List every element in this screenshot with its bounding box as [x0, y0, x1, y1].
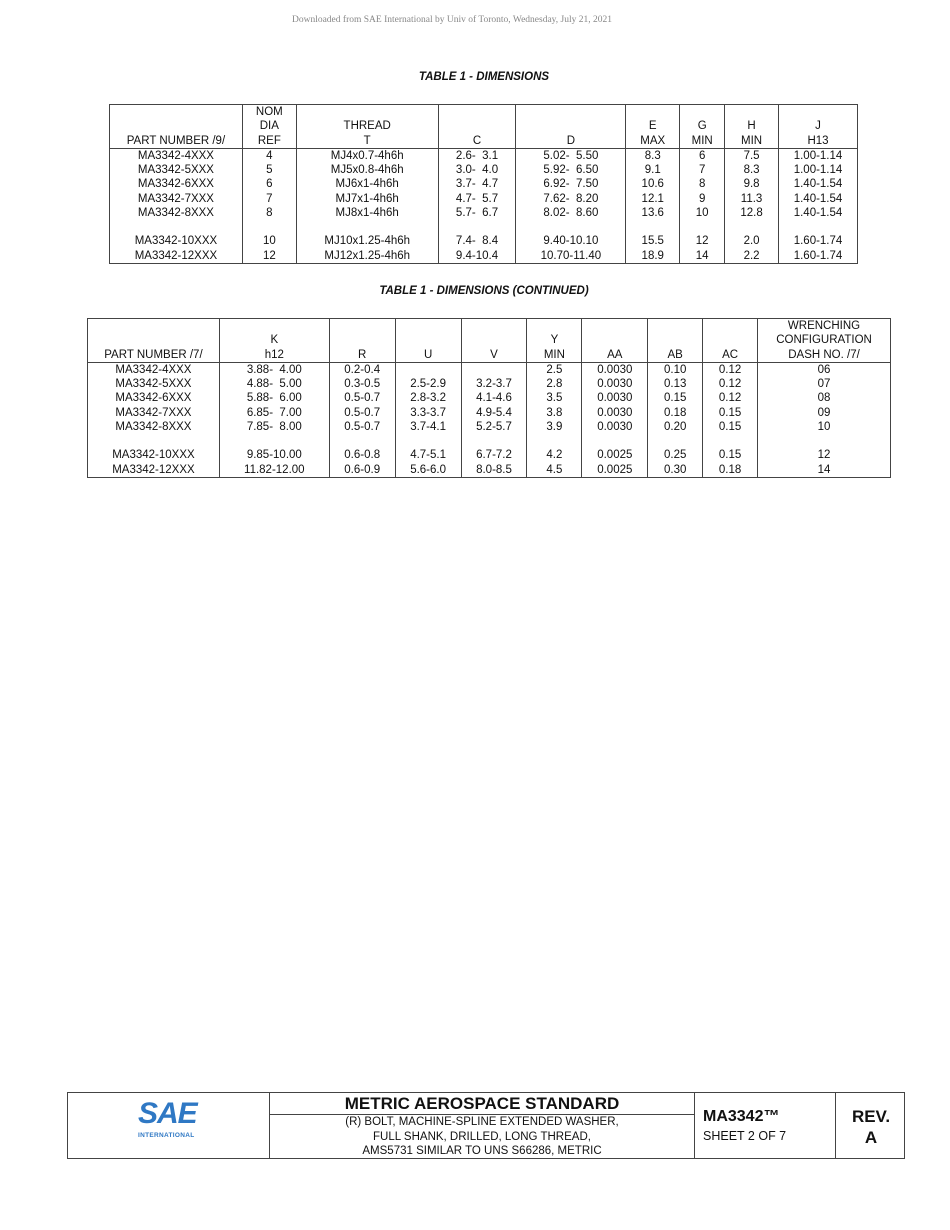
sae-logo	[138, 1097, 202, 1144]
table-cell: 4	[242, 148, 296, 163]
table-cell: 3.3-3.7	[395, 406, 461, 420]
header-line	[464, 333, 525, 347]
table-cell: 1.40-1.54	[779, 177, 858, 191]
table-cell: 7.85- 8.00	[219, 420, 329, 434]
table-cell: 3.8	[527, 406, 582, 420]
table-cell: 0.30	[648, 463, 703, 478]
header-line	[650, 319, 700, 333]
table-cell: 4.2	[527, 448, 582, 462]
table-cell: 3.9	[527, 420, 582, 434]
header-line: PART NUMBER /9/	[126, 134, 226, 147]
table-cell: 7.5	[725, 148, 779, 163]
table2-caption: TABLE 1 - DIMENSIONS (CONTINUED)	[379, 285, 589, 297]
table-cell: 7.62- 8.20	[516, 192, 626, 206]
table-cell: 12.8	[725, 206, 779, 220]
table-cell: 3.2-3.7	[461, 377, 527, 391]
table-cell: 9.8	[725, 177, 779, 191]
document-number: MA3342™	[703, 1108, 780, 1125]
table-cell: MA3342-6XXX	[88, 391, 220, 405]
table-cell: 4.88- 5.00	[219, 377, 329, 391]
header-line: CONFIGURATION	[776, 334, 872, 347]
header-line	[584, 333, 645, 347]
table-cell: MJ5x0.8-4h6h	[296, 163, 438, 177]
table-row	[88, 377, 891, 391]
header-line: MAX	[640, 134, 666, 147]
sae-logo-text: SAE	[138, 1097, 197, 1130]
table-cell: 9.40-10.10	[516, 234, 626, 248]
table-cell: 0.0025	[582, 448, 648, 462]
description-line: FULL SHANK, DRILLED, LONG THREAD,	[373, 1130, 591, 1143]
table-cell: 0.18	[648, 406, 703, 420]
table-cell: 07	[758, 377, 891, 391]
table-cell: 9.4-10.4	[438, 249, 516, 264]
table-cell: MA3342-12XXX	[110, 249, 243, 264]
logo-cell	[68, 1093, 270, 1158]
table-row	[110, 163, 858, 177]
header-line	[727, 105, 776, 119]
table-cell: 6	[242, 177, 296, 191]
table-cell	[461, 362, 527, 377]
table-cell: 8	[242, 206, 296, 220]
table-row	[110, 192, 858, 206]
table-cell: MJ7x1-4h6h	[296, 192, 438, 206]
table2-header	[395, 319, 461, 363]
table-cell: 0.25	[648, 448, 703, 462]
table-row	[88, 391, 891, 405]
header-line	[332, 333, 393, 347]
table-cell: 2.2	[725, 249, 779, 264]
table-cell: 3.5	[527, 391, 582, 405]
header-line: V	[490, 348, 498, 361]
table1-header	[516, 105, 626, 149]
table1-header	[626, 105, 680, 149]
table-cell: MJ6x1-4h6h	[296, 177, 438, 191]
table-cell: MA3342-8XXX	[110, 206, 243, 220]
table-cell: MJ8x1-4h6h	[296, 206, 438, 220]
table-cell: 7.4- 8.4	[438, 234, 516, 248]
header-line	[682, 105, 722, 119]
header-line	[628, 105, 677, 119]
dimensions-continued-table	[87, 318, 891, 478]
table1-header	[242, 105, 296, 149]
table-cell: MA3342-5XXX	[88, 377, 220, 391]
table-cell: 1.40-1.54	[779, 192, 858, 206]
header-line: NOM	[255, 106, 283, 118]
table-cell: 0.10	[648, 362, 703, 377]
table-cell: 12	[242, 249, 296, 264]
table-cell: 14	[758, 463, 891, 478]
standard-description	[270, 1115, 694, 1159]
header-line: H13	[807, 134, 829, 147]
table-cell: MA3342-4XXX	[110, 148, 243, 163]
table-cell: 14	[680, 249, 725, 264]
table-cell	[395, 362, 461, 377]
header-line: h12	[264, 348, 284, 361]
table2-header	[527, 319, 582, 363]
table-cell: 10	[758, 420, 891, 434]
header-line	[781, 105, 855, 119]
table-cell: 0.0030	[582, 377, 648, 391]
table-cell: 18.9	[626, 249, 680, 264]
table-cell: 9.1	[626, 163, 680, 177]
header-line	[441, 105, 514, 119]
table-cell: 0.18	[703, 463, 758, 478]
sheet-number: SHEET 2 OF 7	[703, 1129, 787, 1143]
table2-header	[648, 319, 703, 363]
table-cell: 12	[680, 234, 725, 248]
table-cell: 4.5	[527, 463, 582, 478]
table-cell: 8.3	[725, 163, 779, 177]
header-line: PART NUMBER /7/	[104, 348, 203, 361]
table-cell: 3.88- 4.00	[219, 362, 329, 377]
revision-value: A	[864, 1128, 878, 1147]
table-row	[110, 206, 858, 220]
table-cell: 1.00-1.14	[779, 148, 858, 163]
spacer-row	[110, 220, 858, 234]
table-cell: 0.6-0.9	[329, 463, 395, 478]
table-cell: 5.7- 6.7	[438, 206, 516, 220]
table2-header	[219, 319, 329, 363]
table-cell: 12	[758, 448, 891, 462]
header-line: R	[358, 348, 367, 361]
table1-header	[110, 105, 243, 149]
table-cell: 9.85-10.00	[219, 448, 329, 462]
table-cell: 6.92- 7.50	[516, 177, 626, 191]
table-cell: 11.3	[725, 192, 779, 206]
title-block	[67, 1092, 905, 1159]
description-line: (R) BOLT, MACHINE-SPLINE EXTENDED WASHER,	[345, 1116, 619, 1128]
table-cell: 0.0030	[582, 420, 648, 434]
table-cell: 5.6-6.0	[395, 463, 461, 478]
table-cell: 08	[758, 391, 891, 405]
table-cell: 8.0-8.5	[461, 463, 527, 478]
table-cell: MA3342-10XXX	[88, 448, 220, 462]
table-row	[110, 177, 858, 191]
table1-header	[779, 105, 858, 149]
table-cell: MA3342-7XXX	[110, 192, 243, 206]
table-cell: 7	[680, 163, 725, 177]
table-cell: 5.88- 6.00	[219, 391, 329, 405]
table-cell: 10.70-11.40	[516, 249, 626, 264]
table-cell: 0.5-0.7	[329, 420, 395, 434]
table-cell: 0.15	[703, 406, 758, 420]
table2-header	[703, 319, 758, 363]
header-line: THREAD	[343, 120, 391, 133]
header-line: D	[566, 134, 576, 147]
table1-header	[680, 105, 725, 149]
table-cell: 0.15	[648, 391, 703, 405]
header-line: DASH NO. /7/	[788, 348, 860, 361]
table1-header	[438, 105, 516, 149]
table-cell: 0.13	[648, 377, 703, 391]
table1-header	[296, 105, 438, 149]
table-cell: 6	[680, 148, 725, 163]
table-cell: 10	[242, 234, 296, 248]
table-cell: 2.6- 3.1	[438, 148, 516, 163]
table-row	[88, 406, 891, 420]
table-cell: 0.5-0.7	[329, 406, 395, 420]
header-line: C	[472, 134, 482, 147]
download-watermark: Downloaded from SAE International by Univ of Toronto, Wednesday, July 21, 2021	[291, 15, 613, 25]
header-line: MIN	[691, 134, 713, 147]
table-cell: 0.20	[648, 420, 703, 434]
table-cell: 2.5-2.9	[395, 377, 461, 391]
table-cell: MJ4x0.7-4h6h	[296, 148, 438, 163]
table-cell: MA3342-5XXX	[110, 163, 243, 177]
table-cell: 3.7-4.1	[395, 420, 461, 434]
header-line: AA	[607, 348, 623, 361]
revision-cell	[836, 1093, 906, 1158]
table-cell: 9	[680, 192, 725, 206]
table-cell: 1.40-1.54	[779, 206, 858, 220]
table-cell: 0.12	[703, 391, 758, 405]
table-cell: 2.0	[725, 234, 779, 248]
header-line: MIN	[741, 134, 763, 147]
table-cell: 10	[680, 206, 725, 220]
table-cell: 3.7- 4.7	[438, 177, 516, 191]
table-cell: 7	[242, 192, 296, 206]
header-line	[90, 319, 217, 333]
header-line: AC	[722, 348, 739, 361]
table-cell: 8.02- 8.60	[516, 206, 626, 220]
header-line	[705, 333, 755, 347]
standard-title: METRIC AEROSPACE STANDARD	[270, 1093, 694, 1115]
table-row	[110, 234, 858, 248]
description-line: AMS5731 SIMILAR TO UNS S66286, METRIC	[362, 1145, 602, 1157]
table2-header	[758, 319, 891, 363]
table-cell: 0.3-0.5	[329, 377, 395, 391]
header-line	[705, 319, 755, 333]
table-cell: 0.12	[703, 362, 758, 377]
table-cell: 0.12	[703, 377, 758, 391]
table-cell: MA3342-12XXX	[88, 463, 220, 478]
header-line	[112, 119, 240, 133]
table-cell: MJ12x1.25-4h6h	[296, 249, 438, 264]
table-cell: 11.82-12.00	[219, 463, 329, 478]
table-cell: 0.2-0.4	[329, 362, 395, 377]
document-number-cell	[695, 1093, 836, 1158]
table-cell: 6.85- 7.00	[219, 406, 329, 420]
table2-header	[329, 319, 395, 363]
table-cell: 0.6-0.8	[329, 448, 395, 462]
table-cell: 2.5	[527, 362, 582, 377]
header-line	[398, 319, 459, 333]
header-line: E	[648, 120, 657, 133]
table-row	[88, 362, 891, 377]
header-line	[584, 319, 645, 333]
header-line	[464, 319, 525, 333]
table-cell: 10.6	[626, 177, 680, 191]
header-line	[518, 105, 623, 119]
table-cell: 12.1	[626, 192, 680, 206]
header-line: REF	[257, 134, 281, 147]
table2-header	[582, 319, 648, 363]
revision	[836, 1106, 906, 1148]
table-cell: 2.8	[527, 377, 582, 391]
table-cell: 2.8-3.2	[395, 391, 461, 405]
header-line: AB	[667, 348, 683, 361]
table2-header	[461, 319, 527, 363]
table-row	[110, 148, 858, 163]
header-line	[518, 119, 623, 133]
header-line	[398, 333, 459, 347]
table-cell: 0.5-0.7	[329, 391, 395, 405]
table-cell: 1.60-1.74	[779, 234, 858, 248]
table-cell: 5.2-5.7	[461, 420, 527, 434]
header-line	[332, 319, 393, 333]
table-cell: 5.92- 6.50	[516, 163, 626, 177]
header-line: Y	[550, 334, 559, 347]
table-row	[110, 249, 858, 264]
table-cell: MA3342-8XXX	[88, 420, 220, 434]
table2-header	[88, 319, 220, 363]
revision-label: REV.	[851, 1107, 891, 1126]
header-line	[222, 319, 327, 333]
table-cell: 15.5	[626, 234, 680, 248]
sae-logo-subtext: INTERNATIONAL	[138, 1132, 195, 1139]
table-cell: 4.7-5.1	[395, 448, 461, 462]
spacer-row	[88, 434, 891, 448]
table-cell: 0.0025	[582, 463, 648, 478]
table-cell: MJ10x1.25-4h6h	[296, 234, 438, 248]
table-row	[88, 463, 891, 478]
header-line	[299, 105, 436, 119]
header-line	[441, 119, 514, 133]
header-line	[90, 333, 217, 347]
header-line: J	[815, 120, 821, 133]
table-cell: 09	[758, 406, 891, 420]
table-cell: 6.7-7.2	[461, 448, 527, 462]
header-line: T	[363, 134, 371, 147]
header-line: U	[423, 348, 433, 361]
table-cell: 0.0030	[582, 362, 648, 377]
table-row	[88, 448, 891, 462]
table-cell: MA3342-7XXX	[88, 406, 220, 420]
table-cell: 5	[242, 163, 296, 177]
header-line: G	[697, 120, 707, 133]
table-cell: 8	[680, 177, 725, 191]
header-line: K	[270, 334, 279, 347]
header-line	[529, 319, 579, 333]
table-cell: 1.60-1.74	[779, 249, 858, 264]
title-cell	[270, 1093, 695, 1158]
table-cell: 06	[758, 362, 891, 377]
table-cell: 4.7- 5.7	[438, 192, 516, 206]
header-line	[112, 105, 240, 119]
table-cell: 4.9-5.4	[461, 406, 527, 420]
table-cell: 13.6	[626, 206, 680, 220]
table-cell: MA3342-4XXX	[88, 362, 220, 377]
table-cell: 0.0030	[582, 406, 648, 420]
table-cell: 1.00-1.14	[779, 163, 858, 177]
table-cell: 8.3	[626, 148, 680, 163]
header-line: MIN	[543, 348, 565, 361]
header-line: WRENCHING	[787, 320, 861, 332]
header-line: H	[747, 120, 756, 133]
table-cell: 4.1-4.6	[461, 391, 527, 405]
table-row	[88, 420, 891, 434]
table-cell: MA3342-6XXX	[110, 177, 243, 191]
table-cell: 0.15	[703, 448, 758, 462]
table-cell: 3.0- 4.0	[438, 163, 516, 177]
dimensions-table	[109, 104, 858, 264]
table-cell: MA3342-10XXX	[110, 234, 243, 248]
header-line: DIA	[259, 120, 279, 133]
table-cell: 5.02- 5.50	[516, 148, 626, 163]
table-cell: 0.0030	[582, 391, 648, 405]
table-cell: 0.15	[703, 420, 758, 434]
table1-caption: TABLE 1 - DIMENSIONS	[418, 71, 550, 83]
header-line	[650, 333, 700, 347]
table1-header	[725, 105, 779, 149]
